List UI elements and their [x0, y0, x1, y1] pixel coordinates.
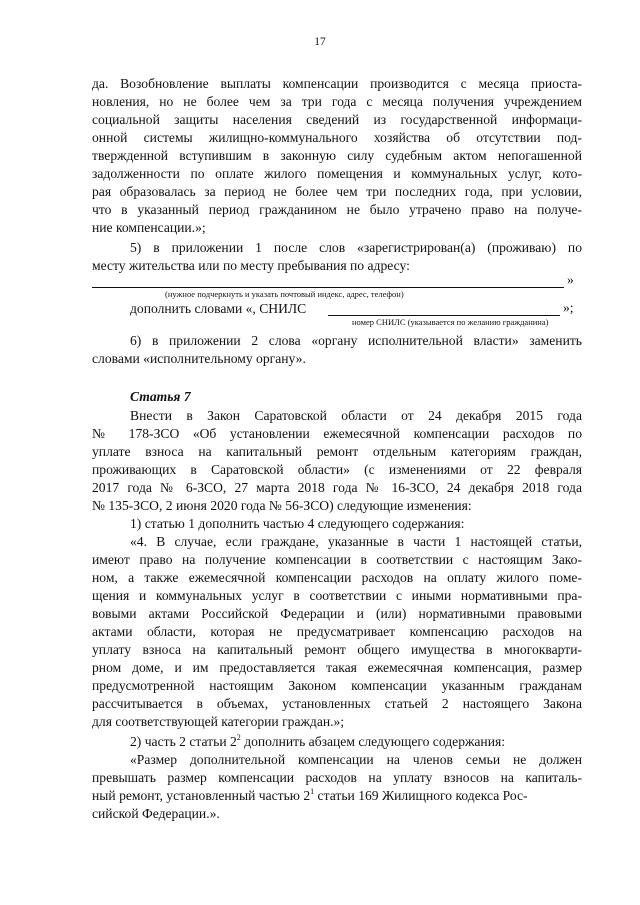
- snils-suffix: »;: [563, 300, 574, 315]
- final-line: [92, 787, 582, 805]
- item2-sup: 2: [236, 733, 241, 742]
- item2-post: дополнить абзацем следующего содержания:: [240, 734, 505, 749]
- part4-line: щения и коммунальных услуг в соответствии с иными нормативными пра-: [92, 588, 582, 603]
- final-line: сийской Федерации.».: [92, 806, 220, 821]
- item6-line: словами «исполнительному органу».: [92, 351, 306, 366]
- paragraph-line: социальной защиты населения сведений из государственной информаци-: [92, 112, 582, 127]
- snils-hint: номер СНИЛС (указывается по желанию гражданина): [352, 317, 549, 327]
- part4-line: имеют право на получение компенсации в соответствии с настоящим Зако-: [92, 552, 582, 567]
- article7-line: проживающих в Саратовской области» (с изменениями от 22 февраля: [92, 462, 582, 477]
- paragraph-line: онной системы жилищно-коммунального хозяйства об отсутствии под-: [92, 130, 582, 145]
- part4-line: рассчитывается в объемах, установленных статьей 2 настоящего Закона: [92, 696, 582, 711]
- address-blank-line: [92, 287, 564, 288]
- snils-blank-line: [328, 315, 560, 316]
- final-pre: ный ремонт, установленный частью 2: [92, 788, 311, 803]
- final-line: «Размер дополнительной компенсации на членов семьи не должен: [130, 752, 582, 767]
- article7-line: 2017 года № 6-ЗСО, 27 марта 2018 года № 16-ЗСО, 24 декабря 2018 года: [92, 480, 582, 495]
- part4-line: уплату взноса на капитальный ремонт общего имущества в многокварти-: [92, 642, 582, 657]
- page-number: 17: [314, 36, 326, 48]
- address-hint: (нужное подчеркнуть и указать почтовый индекс, адрес, телефон): [165, 289, 404, 299]
- part4-line: «4. В случае, если граждане, указанные в части 1 настоящей статьи,: [130, 534, 582, 549]
- item1-line: 1) статью 1 дополнить частью 4 следующего содержания:: [130, 516, 465, 531]
- snils-prefix: дополнить словами «, СНИЛС: [130, 301, 307, 316]
- part4-line: рном доме, и им предоставляется такая ежемесячная компенсация, размер: [92, 660, 582, 675]
- article7-line: уплате взноса на капитальный ремонт отдельным категориям граждан,: [92, 444, 582, 459]
- item5-line: месту жительства или по месту пребывания по адресу:: [92, 258, 410, 273]
- part4-line: вовыми актами Российской Федерации и (или) нормативными правовыми: [92, 606, 582, 621]
- item2-pre: 2) часть 2 статьи 2: [130, 734, 237, 749]
- item5-line: 5) в приложении 1 после слов «зарегистрирован(а) (проживаю) по: [130, 240, 582, 255]
- paragraph-line: что в указанный период гражданином не было утрачено право на получе-: [92, 202, 582, 217]
- paragraph-line: да. Возобновление выплаты компенсации производится с месяца приоста-: [92, 76, 582, 91]
- quote-close: »: [567, 272, 574, 287]
- item2-line: [130, 733, 582, 751]
- part4-line: ном, а также ежемесячной компенсации расходов на оплату жилого поме-: [92, 570, 582, 585]
- paragraph-line: рая образовалась за период не более чем три последних года, при условии,: [92, 184, 582, 199]
- part4-line: для соответствующей категории граждан.»;: [92, 714, 345, 729]
- final-post: статьи 169 Жилищного кодекса Рос-: [314, 788, 528, 803]
- paragraph-line: твержденной вступившим в законную силу судебным актом непогашенной: [92, 148, 582, 163]
- article7-line: Внести в Закон Саратовской области от 24 декабря 2015 года: [130, 408, 582, 423]
- item6-line: 6) в приложении 2 слова «органу исполнительной власти» заменить: [130, 333, 582, 348]
- article7-line: № 135-ЗСО, 2 июня 2020 года № 56-ЗСО) следующие изменения:: [92, 498, 472, 513]
- paragraph-line: ние компенсации.»;: [92, 220, 206, 235]
- part4-line: актами области, которая не предусматривает компенсацию расходов на: [92, 624, 582, 639]
- part4-line: предусмотренной настоящим Законом компенсации указанным гражданам: [92, 678, 582, 693]
- article-title: Статья 7: [130, 389, 191, 404]
- final-sup: 1: [310, 787, 315, 796]
- paragraph-line: новления, но не более чем за три года с месяца получения учреждением: [92, 94, 582, 109]
- paragraph-line: задолженности по оплате жилого помещения и коммунальных услуг, кото-: [92, 166, 582, 181]
- article7-line: № 178-ЗСО «Об установлении ежемесячной компенсации расходов по: [92, 426, 582, 441]
- final-line: превышать размер компенсации расходов на уплату взносов на капиталь-: [92, 770, 582, 785]
